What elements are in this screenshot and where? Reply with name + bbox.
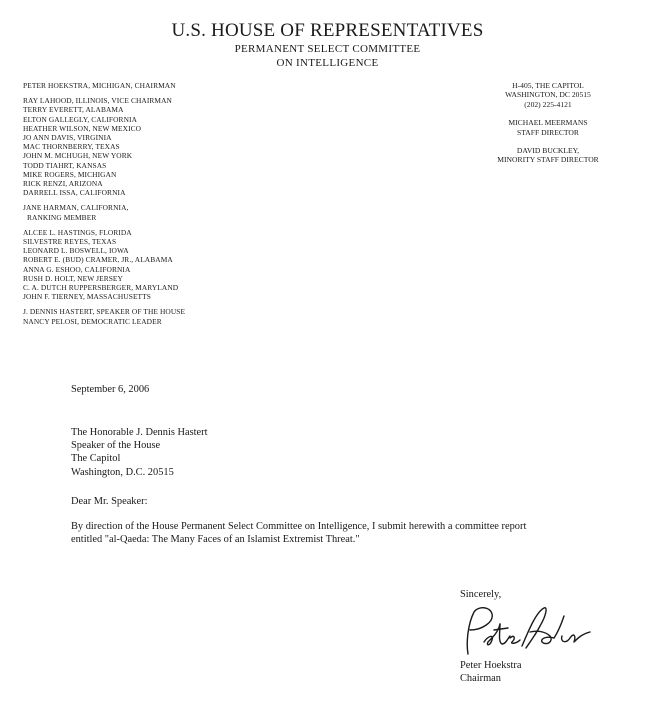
signature-block: [460, 659, 521, 685]
letterhead: [0, 20, 655, 70]
committee-member-list: [23, 81, 283, 332]
address-line: WASHINGTON, DC 20515: [505, 90, 591, 100]
minority-staff-director-name: DAVID BUCKLEY,: [516, 146, 580, 156]
address-line: H-405, THE CAPITOL: [512, 81, 584, 90]
majority-group: [23, 96, 283, 197]
member-line: RUSH D. HOLT, NEW JERSEY: [23, 273, 123, 283]
minority-group: [23, 228, 283, 302]
phone-number: (202) 225-4121: [524, 99, 572, 109]
member-line: TERRY EVERETT, ALABAMA: [23, 105, 124, 115]
staff-director-title: STAFF DIRECTOR: [517, 127, 579, 137]
signer-title: Chairman: [460, 673, 501, 684]
letterhead-title: U.S. HOUSE OF REPRESENTATIVES: [171, 20, 484, 41]
closing: Sincerely,: [460, 589, 502, 600]
letter-date: September 6, 2006: [71, 384, 150, 395]
member-line: RICK RENZI, ARIZONA: [23, 179, 103, 189]
member-line: NANCY PELOSI, DEMOCRATIC LEADER: [23, 316, 162, 326]
member-line: RAY LAHOOD, ILLINOIS, VICE CHAIRMAN: [23, 96, 172, 106]
member-line: HEATHER WILSON, NEW MEXICO: [23, 123, 142, 133]
member-line: TODD TIAHRT, KANSAS: [23, 160, 107, 170]
staff-director-name: MICHAEL MEERMANS: [508, 118, 588, 128]
member-line: LEONARD L. BOSWELL, IOWA: [23, 246, 129, 256]
recipient-line: Speaker of the House: [71, 440, 161, 452]
member-line: RANKING MEMBER: [27, 212, 97, 222]
body-line: By direction of the House Permanent Select Committee on Intelligence, I submit herewith a committee report: [71, 521, 527, 532]
staff-director: [463, 118, 633, 137]
committee-contact-info: [463, 81, 633, 174]
member-line: MAC THORNBERRY, TEXAS: [23, 142, 120, 152]
ranking-member-group: [23, 203, 283, 221]
member-line: SILVESTRE REYES, TEXAS: [23, 237, 117, 247]
recipient-line: The Capitol: [71, 453, 121, 465]
member-line: ROBERT E. (BUD) CRAMER, JR., ALABAMA: [23, 255, 173, 265]
minority-staff-director: [463, 146, 633, 165]
letterhead-subtitle-2: ON INTELLIGENCE: [276, 57, 379, 69]
member-line: C. A. DUTCH RUPPERSBERGER, MARYLAND: [23, 283, 179, 293]
signer-name: Peter Hoekstra: [460, 660, 522, 671]
office-address: [463, 81, 633, 109]
recipient-line: The Honorable J. Dennis Hastert: [71, 427, 208, 438]
member-line: ELTON GALLEGLY, CALIFORNIA: [23, 114, 138, 124]
ex-officio-group: [23, 307, 283, 325]
minority-staff-director-title: MINORITY STAFF DIRECTOR: [497, 155, 599, 165]
member-line: J. DENNIS HASTERT, SPEAKER OF THE HOUSE: [23, 307, 186, 317]
member-line: JOHN M. MCHUGH, NEW YORK: [23, 151, 133, 161]
member-line: DARRELL ISSA, CALIFORNIA: [23, 188, 126, 198]
member-line: JOHN F. TIERNEY, MASSACHUSETTS: [23, 292, 151, 302]
member-line: JANE HARMAN, CALIFORNIA,: [23, 203, 129, 213]
recipient-address: [71, 426, 601, 479]
member-line: ALCEE L. HASTINGS, FLORIDA: [23, 227, 132, 237]
letterhead-subtitle-1: PERMANENT SELECT COMMITTEE: [234, 43, 421, 55]
handwritten-signature: [450, 602, 600, 662]
member-line: PETER HOEKSTRA, MICHIGAN, CHAIRMAN: [23, 81, 176, 90]
letter-body: [71, 520, 601, 546]
recipient-line: Washington, D.C. 20515: [71, 466, 174, 478]
member-line: MIKE ROGERS, MICHIGAN: [23, 169, 117, 179]
chairman-group: [23, 81, 283, 90]
member-line: JO ANN DAVIS, VIRGINIA: [23, 133, 112, 143]
salutation: Dear Mr. Speaker:: [71, 496, 148, 507]
member-line: ANNA G. ESHOO, CALIFORNIA: [23, 264, 131, 274]
body-line: entitled "al-Qaeda: The Many Faces of an Islamist Extremist Threat.": [71, 534, 360, 546]
